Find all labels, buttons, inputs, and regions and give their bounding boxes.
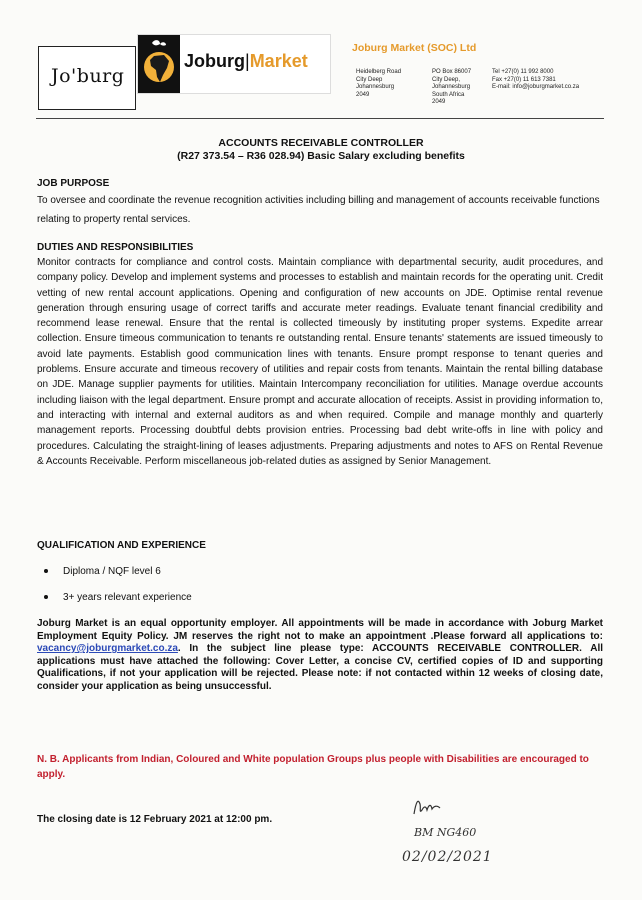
header-divider <box>36 118 604 119</box>
application-text-part2: . In the subject line please type: ACCOUNTS RECEIVABLE CONTROLLER. All applications must have attached the following: Cover Letter, a concise CV, certified copies of ID and supporting Qualifications, if not your application will be rejected. Please note: if not contacted within 12 weeks of closing date, consider your application as being unsuccessful. <box>37 643 603 692</box>
closing-date: The closing date is 12 February 2021 at 12:00 pm. <box>37 814 273 825</box>
company-name: Joburg Market (SOC) Ltd <box>352 42 477 54</box>
duties-heading: DUTIES AND RESPONSIBILITIES <box>37 242 194 253</box>
africa-emblem-icon <box>138 35 180 93</box>
qualifications-heading: QUALIFICATION AND EXPERIENCE <box>37 540 206 551</box>
job-purpose-heading: JOB PURPOSE <box>37 178 110 189</box>
application-email-link[interactable]: vacancy@joburgmarket.co.za <box>37 643 178 654</box>
nb-notice: N. B. Applicants from Indian, Coloured and White population Groups plus people with Disabilities are encouraged to apply. <box>37 754 589 780</box>
handwritten-initials: BM NG460 <box>414 826 477 839</box>
joburg-city-logo <box>38 46 136 110</box>
qualifications-list <box>37 564 192 616</box>
market-logo-wordmark: Joburg|Market <box>184 51 308 71</box>
salary-range: (R27 373.54 – R36 028.94) Basic Salary excluding benefits <box>177 150 465 162</box>
duties-text: Monitor contracts for compliance and control costs. Maintain compliance with departmental security, audit procedures, and company policy. Develop and implement systems and processes to establish and maintain records for the operating unit. Credit vetting of new rental account applications. Opening and configuration of new accounts on JDE. Optimise rental revenue generation through ensuring usage of correct tariffs and accurate meter readings. Evaluate tenant financial credibility and recommend lease renewal. Ensure that the rental is collected timeously by instituting proper systems. Expedite arrear collection. Ensure timeous communication to tenants re outstanding rental. Ensure tenants' statements are issued timeously to avoid late payments. Establish good communication lines with tenants. Ensure prompt response to tenant queries and problems. Ensure accurate and timeous recovery of utilities and repair costs from tenants. Maintain the rental billing database on JDE. Manage supplier payments for utilities. Maintain Intercompany reconciliation for utilities. Manage overdue accounts including liaison with the legal department. Ensure prompt and accurate allocation of receipts. Assist in providing information to, and interacting with internal and external auditors as and when required. Compile and manage monthly and quarterly management reports. Processing doubtful debts provision entries. Processing bad debt write-offs in line with policy and procedures. Calculating the straight-lining of leases adjustments. Preparing adjustments and notes to AFS on Rental Revenue & Accounts Receivable. Perform miscellaneous job-related duties as assigned by Senior Management. <box>37 257 603 467</box>
job-title: ACCOUNTS RECEIVABLE CONTROLLER <box>218 137 424 149</box>
postal-address: PO Box 86007 City Deep, Johannesburg South Africa 2049 <box>432 69 472 105</box>
list-item: 3+ years relevant experience <box>37 590 192 616</box>
physical-address: Heidelberg Road City Deep Johannesburg 2049 <box>356 69 402 98</box>
job-title-block <box>0 137 642 163</box>
handwritten-date: 02/02/2021 <box>402 849 493 865</box>
duties-section <box>37 240 603 469</box>
application-text-part1: Joburg Market is an equal opportunity employer. All appointments will be made in accordance with Joburg Market Employment Equity Policy. JM reserves the right not to make an appointment .Please forward all applications to: <box>37 618 603 642</box>
joburg-market-logo <box>137 34 331 94</box>
job-purpose-section <box>37 176 603 229</box>
job-purpose-text: To oversee and coordinate the revenue recognition activities including billing and management of accounts receivable functions relating to property rental services. <box>37 195 600 225</box>
contact-details: Tel +27(0) 11 992 8000 Fax +27(0) 11 613 7381 E-mail: info@joburgmarket.co.za <box>492 69 580 90</box>
list-item: Diploma / NQF level 6 <box>37 564 192 590</box>
joburg-logo-text: Jo'burg <box>51 65 125 87</box>
application-instructions <box>37 618 603 693</box>
handwritten-signature <box>410 796 450 820</box>
